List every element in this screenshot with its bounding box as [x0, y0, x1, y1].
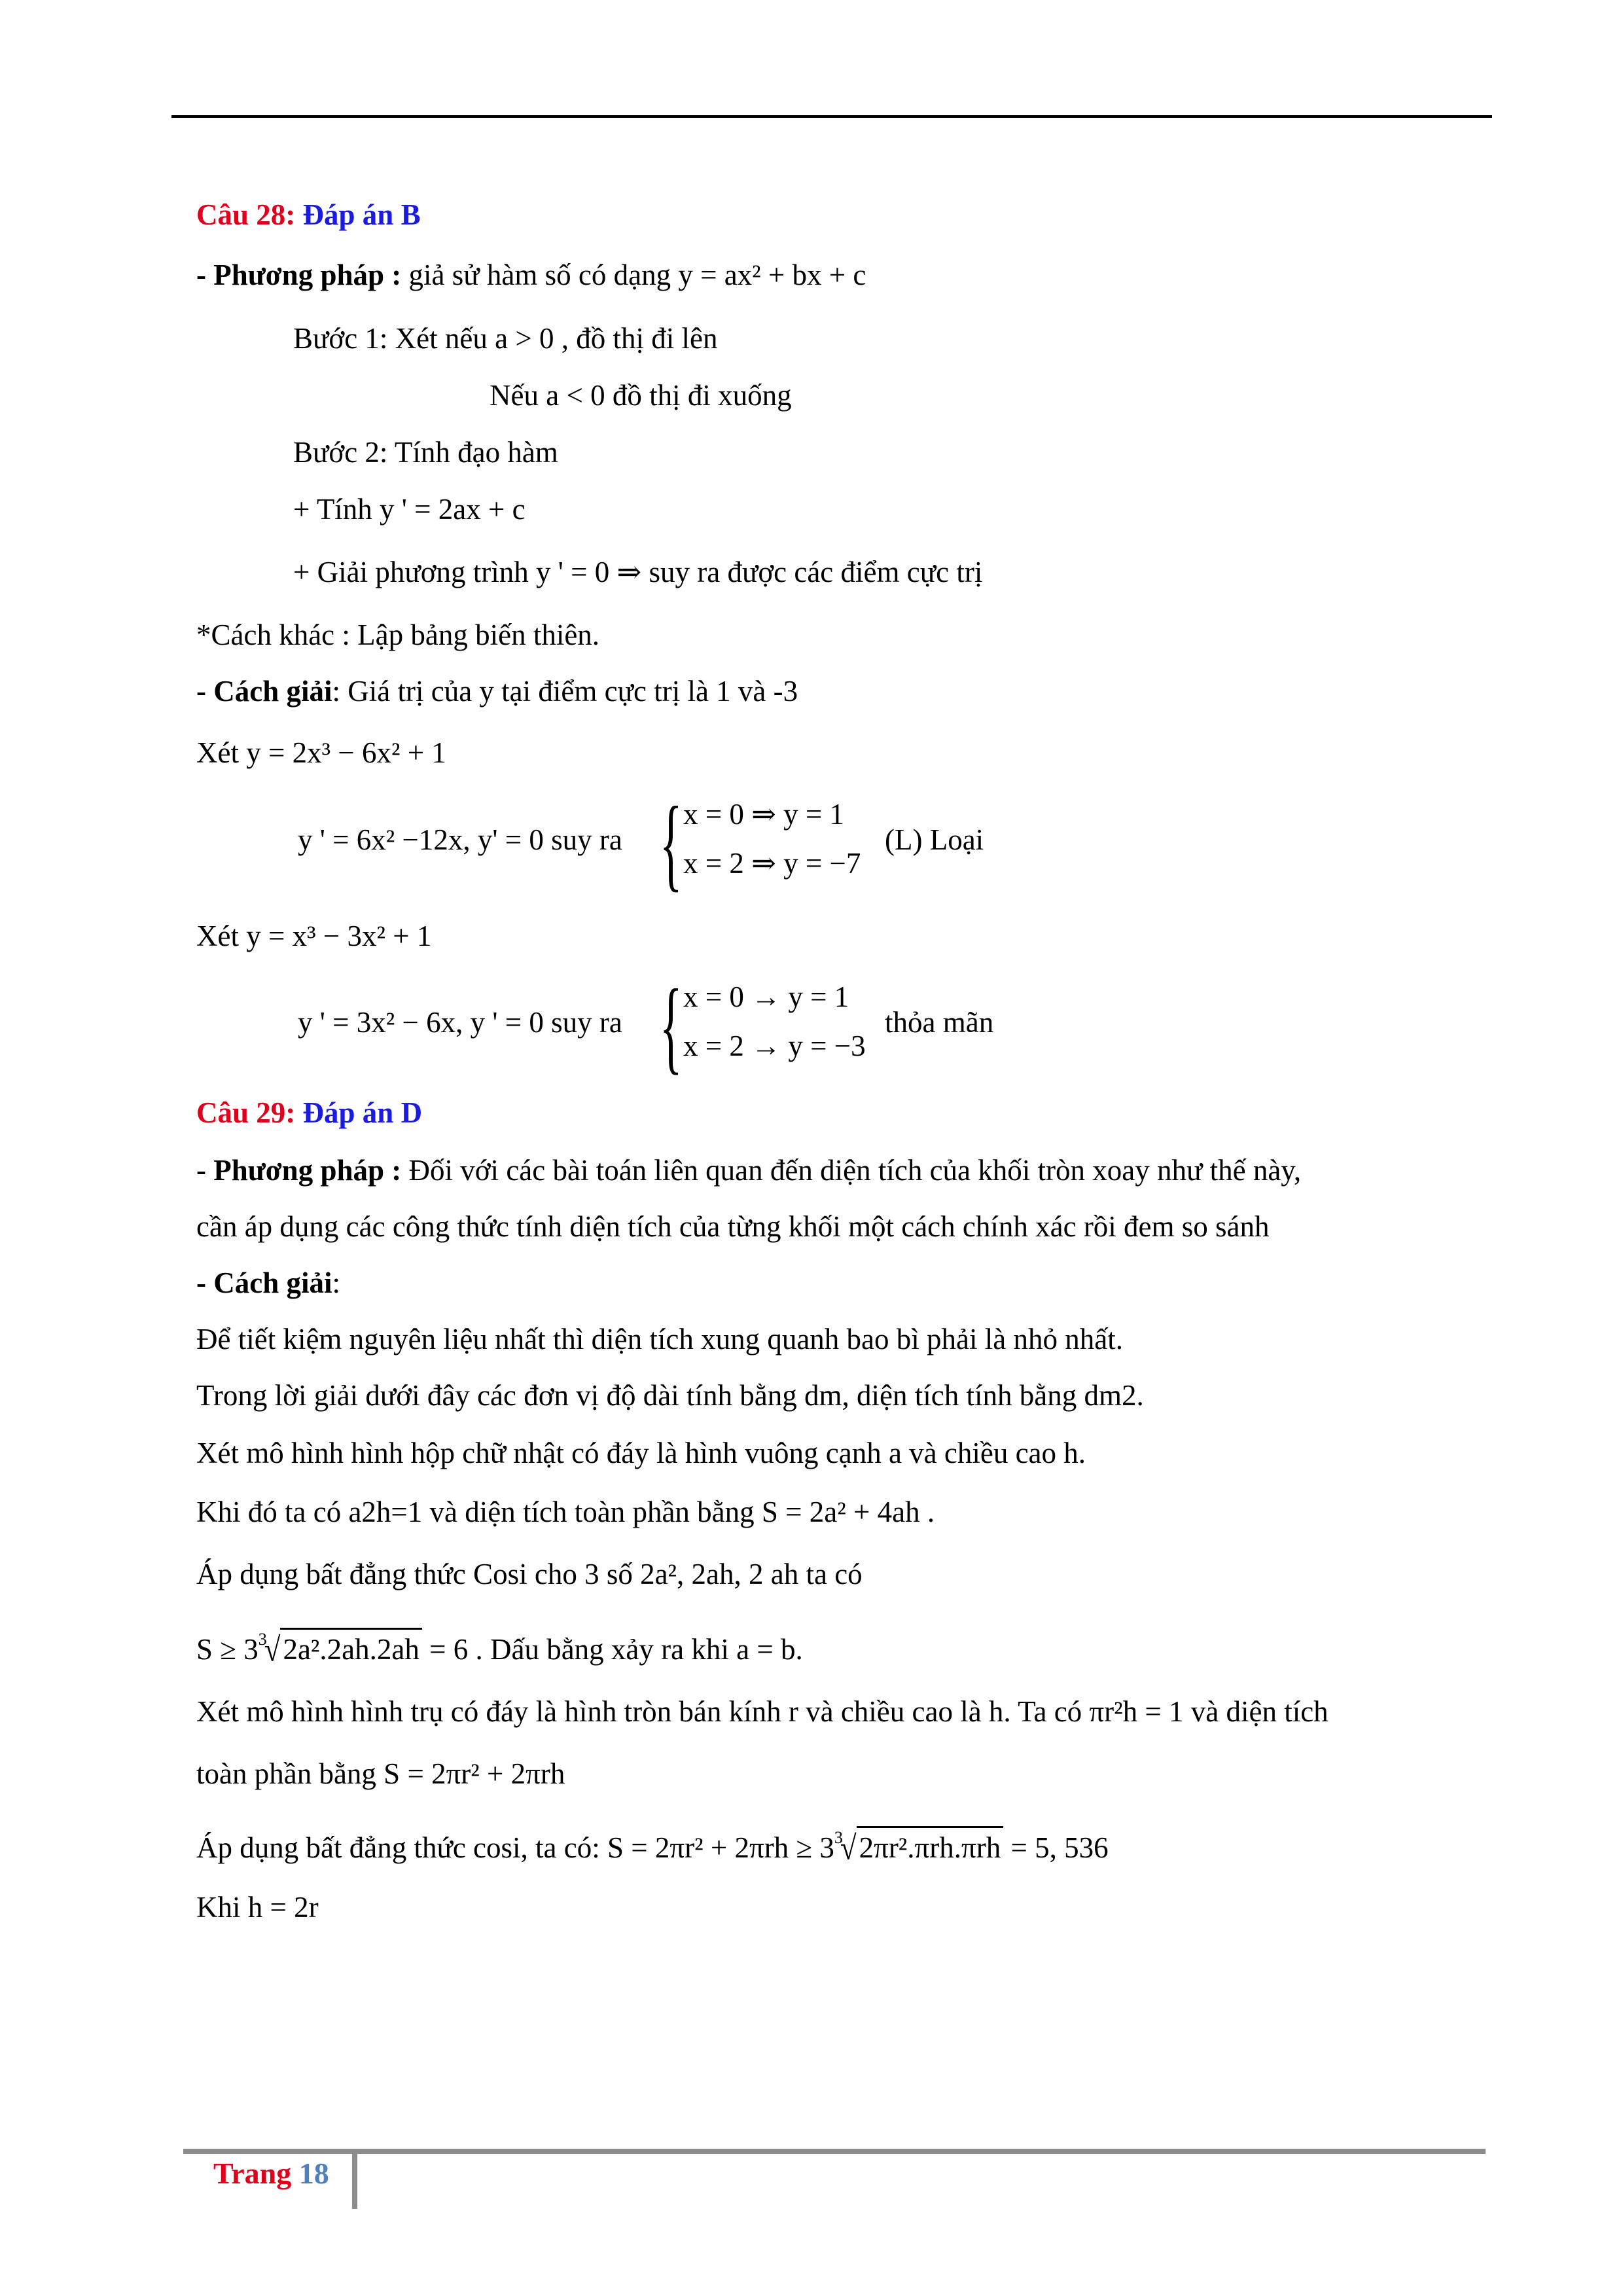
footer-rule: [183, 2149, 1486, 2154]
q29-p6-pre: S ≥ 3: [196, 1633, 259, 1666]
q29-p2: Trong lời giải dưới đây các đơn vị độ dài tính bằng dm, diện tích tính bằng dm2.: [196, 1379, 1144, 1412]
q28-solution: [196, 672, 798, 711]
q29-p1: Để tiết kiệm nguyên liệu nhất thì diện tích xung quanh bao bì phải là nhỏ nhất.: [196, 1323, 1123, 1355]
q28-step1b: Nếu a < 0 đồ thị đi xuống: [490, 379, 792, 412]
q29-p9-post: = 5, 536: [1003, 1831, 1109, 1864]
header-rule: [171, 115, 1492, 118]
q28-case1-row2: x = 2 ⇒ y = −7: [683, 847, 861, 880]
q28-solution-label: - Cách giải: [196, 675, 332, 708]
q28-case1-deriv: y ' = 6x² −12x, y' = 0 suy ra: [298, 823, 622, 856]
page-label: Trang: [213, 2157, 292, 2190]
q29-p4: Khi đó ta có a2h=1 và diện tích toàn phần bằng S = 2a² + 4ah .: [196, 1496, 935, 1528]
q29-p6-post: = 6 . Dấu bằng xảy ra khi a = b.: [421, 1633, 803, 1666]
q29-answer: Đáp án D: [302, 1096, 423, 1129]
q28-method-label: - Phương pháp :: [196, 259, 402, 291]
q28-case2-deriv: y ' = 3x² − 6x, y ' = 0 suy ra: [298, 1006, 622, 1039]
q29-solution-colon: :: [332, 1266, 341, 1299]
q29-solution: [196, 1263, 340, 1302]
q28-solution-text: : Giá trị của y tại điểm cực trị là 1 và -3: [332, 675, 798, 708]
page-num: 18: [298, 2157, 329, 2190]
q28-case2-result: thỏa mãn: [885, 1006, 994, 1039]
q29-p9-radicand: 2πr².πrh.πrh: [857, 1826, 1004, 1867]
q29-p7: Xét mô hình hình trụ có đáy là hình tròn bán kính r và chiều cao là h. Ta có πr²h = 1 và diện tích: [196, 1695, 1329, 1728]
q28-case1: Xét y = 2x³ − 6x² + 1: [196, 736, 446, 769]
q28-alt: *Cách khác : Lập bảng biến thiên.: [196, 619, 600, 651]
q29-p9-pre: Áp dụng bất đẳng thức cosi, ta có: S = 2πr² + 2πrh ≥ 3: [196, 1831, 834, 1864]
q29-p6-index: 3: [258, 1630, 267, 1649]
q28-case2-row2: x = 2 → y = −3: [683, 1030, 866, 1062]
page-number: [213, 2156, 329, 2191]
q28-case1-result: (L) Loại: [885, 823, 984, 856]
brace-icon: {: [660, 785, 683, 901]
q28-method-formula: y = ax² + bx + c: [678, 259, 866, 291]
q28-case1-system: [660, 785, 882, 901]
q29-heading: [196, 1093, 422, 1132]
q28-heading: [196, 195, 421, 234]
q29-method: [196, 1151, 1301, 1190]
q28-method: [196, 255, 866, 295]
q29-p9: [196, 1826, 1109, 1872]
q28-case2: Xét y = x³ − 3x² + 1: [196, 920, 432, 952]
q29-title: Câu 29:: [196, 1096, 296, 1129]
q28-step2b: + Giải phương trình y ' = 0 ⇒ suy ra được các điểm cực trị: [293, 556, 983, 588]
q28-title: Câu 28:: [196, 198, 296, 231]
q29-method-text: Đối với các bài toán liên quan đến diện tích của khối tròn xoay như thế này,: [401, 1154, 1302, 1187]
q29-p6: [196, 1628, 803, 1674]
footer-divider: [352, 2153, 357, 2209]
q29-p3: Xét mô hình hình hộp chữ nhật có đáy là hình vuông cạnh a và chiều cao h.: [196, 1437, 1086, 1469]
q29-p10: Khi h = 2r: [196, 1891, 319, 1924]
q29-p6-radicand: 2a².2ah.2ah: [280, 1628, 421, 1669]
q28-step1: Bước 1: Xét nếu a > 0 , đồ thị đi lên: [293, 322, 718, 355]
q28-case2-row1: x = 0 → y = 1: [683, 980, 849, 1013]
q29-p5: Áp dụng bất đẳng thức Cosi cho 3 số 2a², 2ah, 2 ah ta có: [196, 1558, 863, 1590]
q29-p9-index: 3: [834, 1828, 843, 1847]
q28-step2a: + Tính y ' = 2ax + c: [293, 493, 526, 526]
cube-root: [259, 1628, 422, 1674]
brace-icon: {: [660, 967, 683, 1084]
q28-case2-system: [660, 967, 876, 1084]
q28-method-text: giả sử hàm số có dạng: [401, 259, 679, 291]
q28-case1-row1: x = 0 ⇒ y = 1: [683, 798, 844, 831]
q29-method-text2: cần áp dụng các công thức tính diện tích của từng khối một cách chính xác rồi đem so sánh: [196, 1210, 1270, 1243]
q29-p8: toàn phần bằng S = 2πr² + 2πrh: [196, 1757, 565, 1790]
q28-step2: Bước 2: Tính đạo hàm: [293, 436, 558, 469]
q29-solution-label: - Cách giải: [196, 1266, 332, 1299]
radical-sign-icon: √: [264, 1630, 281, 1668]
q28-answer: Đáp án B: [302, 198, 421, 231]
q29-method-label: - Phương pháp :: [196, 1154, 402, 1187]
radical-sign-icon: √: [840, 1829, 857, 1867]
cube-root: [834, 1826, 1003, 1872]
